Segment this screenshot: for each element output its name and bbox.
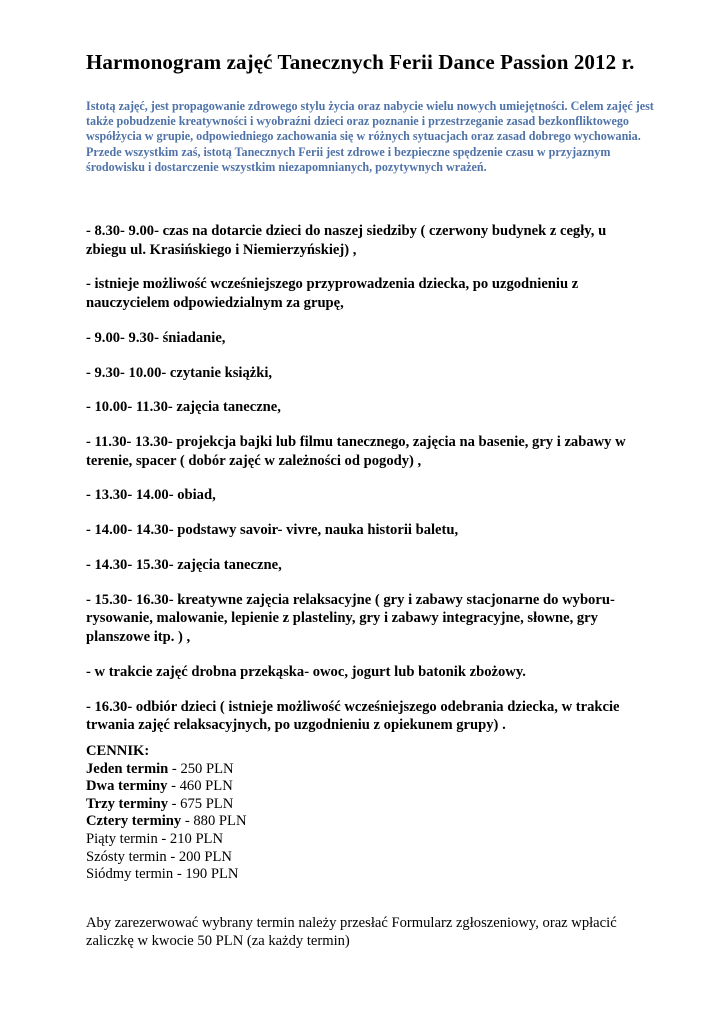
schedule-item: - 9.30- 10.00- czytanie książki,: [86, 364, 273, 381]
price-row: [86, 778, 646, 796]
schedule-item: - 9.00- 9.30- śniadanie,: [86, 329, 226, 346]
price-label: Cztery terminy: [86, 813, 182, 830]
price-row: [86, 813, 646, 831]
schedule-item: - w trakcie zajęć drobna przekąska- owoc, jogurt lub batonik zbożowy.: [86, 663, 526, 680]
schedule-item: - 11.30- 13.30- projekcja bajki lub filmu tanecznego, zajęcia na basenie, gry i zabawy w terenie, spacer ( dobór zajęć w zależności od pogody) ,: [86, 434, 626, 469]
price-value: - 210 PLN: [157, 830, 224, 847]
schedule-item: - 10.00- 11.30- zajęcia taneczne,: [86, 399, 281, 416]
price-list: [86, 743, 646, 884]
page-title: Harmonogram zajęć Tanecznych Ferii Dance Passion 2012 r.: [86, 50, 635, 74]
price-row: [86, 761, 646, 779]
schedule-item: - 14.00- 14.30- podstawy savoir- vivre, nauka historii baletu,: [86, 522, 459, 539]
schedule-item: - 15.30- 16.30- kreatywne zajęcia relaksacyjne ( gry i zabawy stacjonarne do wyboru- rysowanie, malowanie, lepienie z plasteliny, gry i zabawy integracyjne, słowne, gry planszowe itp. ) ,: [86, 591, 615, 645]
price-label: Dwa terminy: [86, 778, 168, 795]
price-label: Szósty termin: [86, 848, 167, 865]
schedule-item: - 14.30- 15.30- zajęcia taneczne,: [86, 557, 282, 574]
price-value: - 675 PLN: [168, 795, 234, 812]
price-row: [86, 866, 646, 884]
intro-paragraph: Istotą zajęć, jest propagowanie zdrowego stylu życia oraz nabycie wielu nowych umiejętności. Celem zajęć jest także pobudzenie kreatywności i wyobraźni dzieci oraz poznanie i przestrzeganie zasad bezkonfliktowego współżycia w grupie, odpowiedniego zachowania się w różnych sytuacjach oraz zasad dobrego wychowania. Przede wszystkim zaś, istotą Tanecznych Ferii jest zdrowe i bezpieczne spędzenie czasu w przyjaznym środowisku i dostarczenie wszystkim niezapomnianych, pozytywnych wrażeń.: [86, 99, 654, 174]
price-label: Jeden termin: [86, 760, 169, 777]
schedule-item: - 16.30- odbiór dzieci ( istnieje możliwość wcześniejszego odebrania dziecka, w trakcie trwania zajęć relaksacyjnych, po uzgodnieniu z opiekunem grupy) .: [86, 698, 620, 734]
schedule-list: [86, 222, 646, 751]
price-value: - 880 PLN: [181, 813, 247, 830]
schedule-item: - istnieje możliwość wcześniejszego przyprowadzenia dziecka, po uzgodnieniu z nauczycielem odpowiedzialnym za grupę,: [86, 276, 579, 311]
price-label: Siódmy termin: [86, 866, 174, 883]
price-value: - 190 PLN: [173, 866, 239, 883]
price-value: - 250 PLN: [168, 760, 234, 777]
price-label: Piąty termin: [86, 830, 158, 847]
price-row: [86, 849, 646, 867]
price-label: Trzy terminy: [86, 795, 168, 812]
price-value: - 460 PLN: [167, 778, 233, 795]
reservation-note: Aby zarezerwować wybrany termin należy przesłać Formularz zgłoszeniowy, oraz wpłacić zaliczkę w kwocie 50 PLN (za każdy termin): [86, 915, 617, 950]
price-list-heading: CENNIK:: [86, 743, 150, 759]
schedule-item: - 13.30- 14.00- obiad,: [86, 487, 216, 504]
price-value: - 200 PLN: [166, 848, 232, 865]
price-row: [86, 796, 646, 814]
price-row: [86, 831, 646, 849]
schedule-item: - 8.30- 9.00- czas na dotarcie dzieci do naszej siedziby ( czerwony budynek z cegły, u zbiegu ul. Krasińskiego i Niemierzyńskiej) ,: [86, 223, 607, 258]
